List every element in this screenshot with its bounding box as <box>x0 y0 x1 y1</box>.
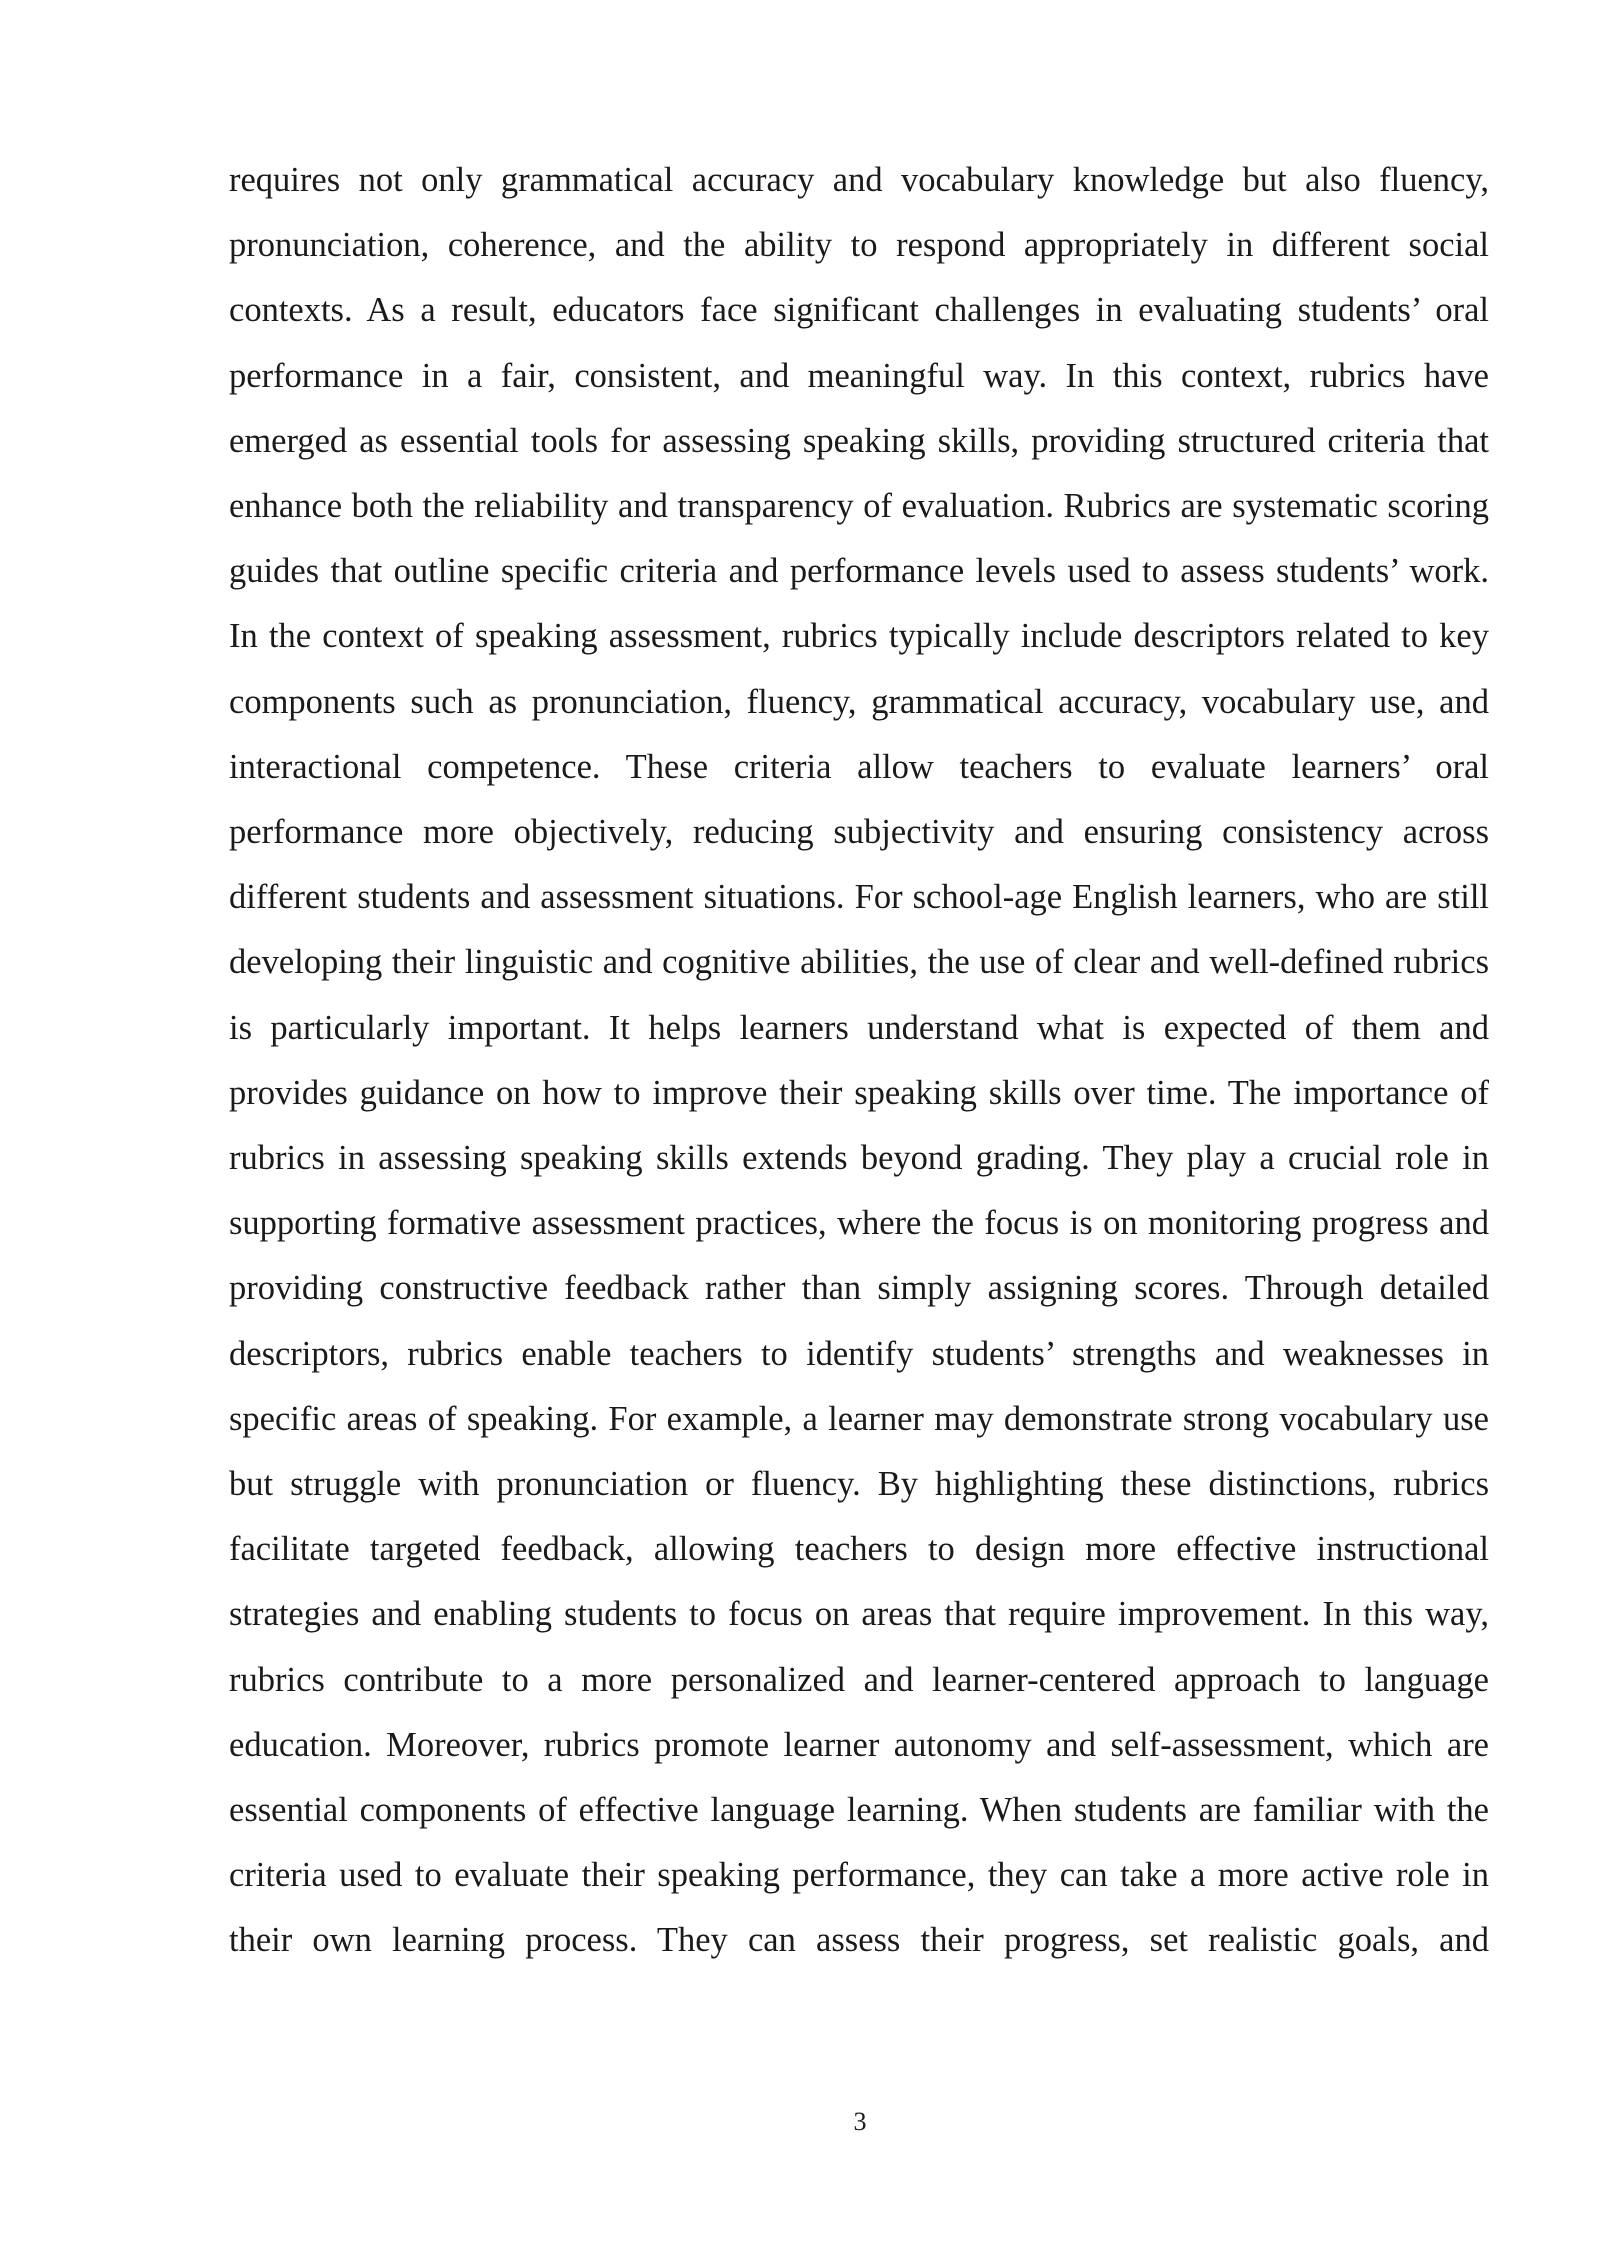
body-paragraph: requires not only grammatical accuracy and vocabulary knowledge but also fluency, pronunciation, coherence, and the ability to respond appropriately in different social contexts. As a result, educators face significant challenges in evaluating students’ oral performance in a fair, consistent, and meaningful way. In this context, rubrics have emerged as essential tools for assessing speaking skills, providing structured criteria that enhance both the reliability and transparency of evaluation. Rubrics are systematic scoring guides that outline specific criteria and performance levels used to assess students’ work. In the context of speaking assessment, rubrics typically include descriptors related to key components such as pronunciation, fluency, grammatical accuracy, vocabulary use, and interactional competence. These criteria allow teachers to evaluate learners’ oral performance more objectively, reducing subjectivity and ensuring consistency across different students and assessment situations. For school-age English learners, who are still developing their linguistic and cognitive abilities, the use of clear and well-defined rubrics is particularly important. It helps learners understand what is expected of them and provides guidance on how to improve their speaking skills over time. The importance of rubrics in assessing speaking skills extends beyond grading. They play a crucial role in supporting formative assessment practices, where the focus is on monitoring progress and providing constructive feedback rather than simply assigning scores. Through detailed descriptors, rubrics enable teachers to identify students’ strengths and weaknesses in specific areas of speaking. For example, a learner may demonstrate strong vocabulary use but struggle with pronunciation or fluency. By highlighting these distinctions, rubrics facilitate targeted feedback, allowing teachers to design more effective instructional strategies and enabling students to focus on areas that require improvement. In this way, rubrics contribute to a more personalized and learner-centered approach to language education. Moreover, rubrics promote learner autonomy and self-assessment, which are essential components of effective language learning. When students are familiar with the criteria used to evaluate their speaking performance, they can take a more active role in their own learning process. They can assess their progress, set realistic goals, and <box>229 161 1489 1960</box>
page-number: 3 <box>853 2107 867 2136</box>
